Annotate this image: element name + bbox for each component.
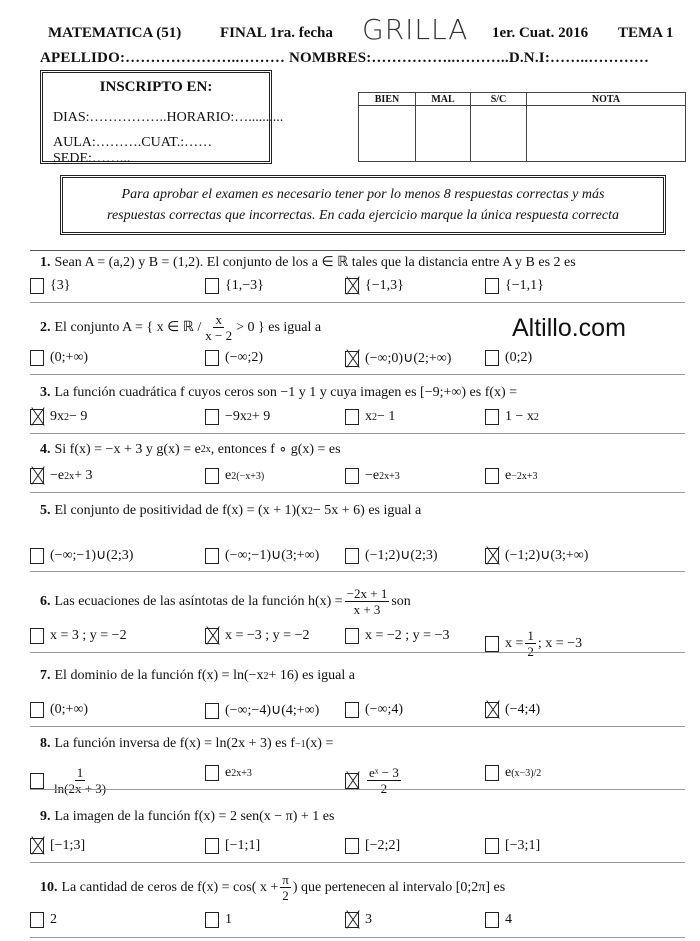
instructions-box: [60, 175, 666, 235]
instruction-line: Para aprobar el examen es necesario tener por lo menos 8 respuestas correctas y más: [121, 187, 605, 202]
answer-option[interactable]: [485, 912, 512, 928]
divider: [30, 571, 685, 572]
watermark: Altillo.com: [512, 314, 626, 342]
math-text: x = 3 ; y = −2: [50, 628, 127, 643]
checkbox[interactable]: [205, 838, 219, 854]
checked-checkbox[interactable]: [485, 548, 499, 564]
answer-option[interactable]: [485, 547, 588, 564]
superscript: 2x+3: [379, 470, 400, 482]
answer-option[interactable]: [485, 838, 540, 854]
checkbox[interactable]: [485, 350, 499, 366]
tema: TEMA 1: [618, 25, 674, 41]
checked-checkbox[interactable]: [345, 912, 359, 928]
question-number: 2.: [40, 319, 51, 335]
checkbox[interactable]: [205, 278, 219, 294]
answer-option[interactable]: [205, 350, 263, 366]
numerator: x: [215, 312, 222, 327]
math-text: + 16) es igual a: [268, 668, 355, 683]
answer-option[interactable]: [30, 912, 57, 928]
math-text: (0;+∞): [50, 350, 89, 365]
superscript: 2x: [64, 470, 75, 482]
superscript: 2: [307, 505, 313, 517]
answer-option[interactable]: [205, 912, 232, 928]
math-text: Sean A = (a,2) y B = (1,2). El conjunto de los a ∈ ℝ tales que la distancia entre A y B es 2 es: [54, 255, 576, 270]
math-text: Si f(x) = −x + 3 y g(x) = e: [54, 441, 201, 457]
superscript: 2x: [200, 444, 211, 455]
checkbox[interactable]: [485, 765, 499, 781]
divider: [30, 433, 685, 434]
math-text: −9x: [225, 409, 247, 424]
checkbox[interactable]: [485, 468, 499, 484]
answer-option[interactable]: [485, 350, 532, 366]
question-number: 4.: [40, 441, 51, 457]
inscripto-title: INSCRIPTO EN:: [99, 79, 213, 95]
math-text: 4: [505, 912, 512, 927]
answer-option[interactable]: [205, 765, 252, 781]
score-cell: [527, 106, 686, 162]
question-stem: [40, 872, 505, 903]
checkbox[interactable]: [485, 278, 499, 294]
score-cell: [359, 106, 416, 162]
score-table: [358, 92, 686, 162]
exam-type: FINAL 1ra. fecha: [220, 25, 333, 41]
divider: [30, 374, 685, 375]
math-text: ; x = −3: [537, 635, 583, 651]
inscripto-box: [40, 70, 284, 166]
checkbox[interactable]: [30, 702, 44, 718]
math-text: (0;+∞): [50, 702, 89, 717]
checked-checkbox[interactable]: [345, 773, 359, 789]
question-number: 1.: [40, 254, 51, 270]
answer-option[interactable]: [485, 628, 582, 659]
answer-option[interactable]: [485, 278, 544, 294]
checkbox[interactable]: [205, 409, 219, 425]
question-stem: [40, 668, 355, 684]
checkbox[interactable]: [205, 548, 219, 564]
numerator: 1: [527, 628, 534, 643]
math-text: e: [225, 468, 232, 483]
math-text: El dominio de la función f(x) = ln(−x: [54, 668, 264, 683]
math-text: x =: [505, 635, 524, 651]
answer-option[interactable]: [345, 628, 449, 644]
denominator: 2: [380, 781, 388, 796]
checked-checkbox[interactable]: [30, 468, 44, 484]
math-text: La cantidad de ceros de f(x) = cos( x +: [61, 879, 279, 895]
term: 1er. Cuat. 2016: [492, 25, 589, 41]
math-text: (−∞;2): [225, 350, 264, 365]
numerator: eˣ − 3: [369, 765, 399, 780]
math-text: [−1;1]: [225, 838, 261, 853]
answer-option[interactable]: [30, 278, 70, 294]
student-fields: APELLIDO:…………………..……… NOMBRES:……………..………..D.N.I:……..…………: [40, 50, 650, 66]
math-text: son: [391, 593, 411, 609]
score-header: NOTA: [527, 93, 686, 106]
question-number: 6.: [40, 593, 51, 609]
math-text: [−1;3]: [50, 838, 86, 853]
answer-option[interactable]: [345, 278, 404, 294]
question-stem: [40, 736, 333, 752]
checkbox[interactable]: [485, 838, 499, 854]
checkbox[interactable]: [345, 468, 359, 484]
math-text: (−∞;−4)∪(4;+∞): [225, 703, 320, 718]
score-header: MAL: [416, 93, 471, 106]
math-text: {−1,1}: [505, 278, 544, 293]
divider: [30, 789, 685, 790]
divider: [30, 302, 685, 303]
numerator: π: [282, 872, 289, 887]
answer-option[interactable]: [30, 468, 93, 484]
math-text: El conjunto de positividad de f(x) = (x + 1)(x: [54, 503, 308, 518]
divider: [30, 492, 685, 493]
checkbox[interactable]: [30, 350, 44, 366]
checkbox[interactable]: [205, 468, 219, 484]
handwritten-grilla: GRILLA: [362, 13, 469, 46]
math-text: La función inversa de f(x) = ln(2x + 3) es f: [54, 736, 295, 751]
checkbox[interactable]: [345, 409, 359, 425]
question-number: 5.: [40, 503, 51, 518]
superscript: 2: [64, 411, 69, 423]
answer-option[interactable]: [345, 838, 400, 854]
checkbox[interactable]: [30, 548, 44, 564]
denominator: x + 3: [353, 602, 381, 617]
question-stem: [40, 441, 341, 458]
checked-checkbox[interactable]: [30, 838, 44, 854]
score-header: S/C: [471, 93, 527, 106]
checkbox[interactable]: [345, 702, 359, 718]
math-text: [−2;2]: [365, 838, 401, 853]
math-text: La función cuadrática f cuyos ceros son −1 y 1 y cuya imagen es [−9;+∞) es f(x) =: [54, 385, 518, 400]
fraction: [345, 586, 390, 617]
instruction-line: respuestas correctas que incorrectas. En cada ejercicio marque la única respuesta correcta: [107, 208, 619, 223]
answer-option[interactable]: [205, 702, 319, 719]
superscript: 2: [372, 411, 377, 423]
divider: [30, 250, 685, 251]
superscript: 2x+3: [231, 767, 252, 779]
question-stem: [40, 254, 576, 271]
math-text: (−1;2)∪(3;+∞): [505, 548, 589, 563]
checkbox[interactable]: [205, 912, 219, 928]
answer-option[interactable]: [345, 765, 403, 796]
numerator: 1: [76, 765, 84, 780]
inscripto-line1: DIAS:……………..HORARIO:…..........: [53, 110, 284, 125]
math-text: −e: [365, 468, 380, 483]
answer-option[interactable]: [205, 838, 260, 854]
superscript: −2x+3: [511, 470, 538, 482]
math-text: 3: [365, 912, 372, 927]
math-text: Las ecuaciones de las asíntotas de la función h(x) =: [54, 593, 343, 609]
answer-option[interactable]: [485, 409, 539, 425]
answer-option[interactable]: [205, 468, 264, 484]
answer-option[interactable]: [485, 765, 541, 781]
fraction: [52, 765, 108, 796]
math-text: {3}: [50, 278, 71, 293]
divider: [30, 652, 685, 653]
checkbox[interactable]: [345, 838, 359, 854]
checkbox[interactable]: [30, 912, 44, 928]
math-text: 9x: [50, 409, 64, 424]
math-text: (−4;4): [505, 702, 541, 717]
superscript: (x−3)/2: [511, 767, 542, 779]
score-cell: [471, 106, 527, 162]
superscript: 2(−x+3): [231, 470, 265, 482]
answer-option[interactable]: [205, 547, 319, 564]
math-text: El conjunto A = { x ∈ ℝ /: [54, 320, 202, 335]
checkbox[interactable]: [485, 636, 499, 652]
math-text: − 1: [377, 409, 396, 424]
checkbox[interactable]: [30, 773, 44, 789]
denominator: 2: [527, 644, 534, 659]
fraction: [525, 628, 536, 659]
math-text: x = −3 ; y = −2: [225, 628, 310, 643]
question-number: 9.: [40, 809, 51, 824]
answer-option[interactable]: [345, 409, 395, 425]
checked-checkbox[interactable]: [345, 351, 359, 367]
question-stem: [40, 385, 517, 401]
math-text: (x) =: [305, 736, 334, 751]
math-text: La imagen de la función f(x) = 2 sen(x − π) + 1 es: [54, 809, 335, 824]
checkbox[interactable]: [345, 548, 359, 564]
checkbox[interactable]: [345, 628, 359, 644]
superscript: 2: [246, 411, 252, 423]
answer-option[interactable]: [205, 628, 309, 644]
fraction: [367, 765, 401, 796]
checkbox[interactable]: [205, 703, 219, 719]
checked-checkbox[interactable]: [345, 278, 359, 294]
math-text: 1 − x: [505, 409, 534, 424]
math-text: e: [505, 765, 512, 780]
score-header: BIEN: [359, 93, 416, 106]
checked-checkbox[interactable]: [205, 628, 219, 644]
denominator: 2: [282, 888, 289, 903]
math-text: , entonces f ∘ g(x) = es: [210, 442, 341, 457]
divider: [30, 726, 685, 727]
answer-option[interactable]: [30, 547, 133, 564]
denominator: x − 2: [205, 328, 233, 343]
answer-option[interactable]: [345, 547, 438, 564]
answer-option[interactable]: [30, 838, 85, 854]
math-text: 1: [225, 912, 232, 927]
math-text: x = −2 ; y = −3: [365, 628, 450, 643]
question-stem: [40, 503, 421, 519]
subject: MATEMATICA (51): [48, 25, 182, 41]
checkbox[interactable]: [485, 409, 499, 425]
question-stem: [40, 312, 321, 343]
math-text: + 3: [74, 468, 93, 483]
divider: [30, 937, 685, 938]
math-text: − 9: [69, 409, 88, 424]
checkbox[interactable]: [485, 912, 499, 928]
math-text: + 9: [251, 409, 271, 424]
math-text: > 0 } es igual a: [236, 319, 322, 335]
answer-option[interactable]: [345, 350, 451, 367]
question-stem: [40, 809, 334, 825]
answer-option[interactable]: [205, 409, 270, 425]
math-text: x: [365, 409, 372, 424]
math-text: e: [225, 765, 232, 780]
answer-option[interactable]: [345, 912, 372, 928]
checked-checkbox[interactable]: [485, 702, 499, 718]
question-stem: [40, 586, 411, 617]
math-text: e: [505, 468, 512, 483]
superscript: 2: [263, 670, 269, 682]
checkbox[interactable]: [205, 350, 219, 366]
answer-option[interactable]: [205, 278, 264, 294]
math-text: {1,−3}: [225, 278, 264, 293]
checkbox[interactable]: [30, 278, 44, 294]
math-text: −e: [50, 468, 65, 483]
fraction: [280, 872, 291, 903]
divider: [30, 862, 685, 863]
inscripto-line2: AULA:……….CUAT.:…… SEDE:……...: [53, 135, 213, 166]
question-number: 10.: [40, 879, 58, 895]
answer-option[interactable]: [30, 765, 110, 796]
score-cell: [416, 106, 471, 162]
answer-option[interactable]: [345, 702, 403, 718]
question-number: 8.: [40, 736, 51, 751]
math-text: (−∞;4): [365, 702, 404, 717]
superscript: 2: [533, 411, 539, 423]
question-number: 7.: [40, 668, 51, 683]
checkbox[interactable]: [30, 628, 44, 644]
math-text: (−1;2)∪(2;3): [365, 548, 438, 563]
answer-option[interactable]: [30, 702, 88, 718]
superscript: −1: [295, 738, 306, 750]
math-text: (0;2): [505, 350, 533, 365]
math-text: (−∞;0)∪(2;+∞): [365, 351, 452, 366]
math-text: [−3;1]: [505, 838, 541, 853]
denominator: ln(2x + 3): [54, 781, 107, 796]
answer-option[interactable]: [485, 468, 538, 484]
math-text: 2: [50, 912, 57, 927]
math-text: (−∞;−1)∪(3;+∞): [225, 548, 320, 563]
checked-checkbox[interactable]: [30, 409, 44, 425]
math-text: ) que pertenecen al intervalo [0;2π] es: [292, 879, 506, 895]
math-text: {−1,3}: [365, 278, 404, 293]
answer-option[interactable]: [345, 468, 400, 484]
answer-option[interactable]: [30, 350, 88, 366]
answer-option[interactable]: [30, 628, 127, 644]
checkbox[interactable]: [205, 765, 219, 781]
answer-option[interactable]: [30, 409, 87, 425]
math-text: (−∞;−1)∪(2;3): [50, 548, 134, 563]
answer-option[interactable]: [485, 702, 540, 718]
math-text: − 5x + 6) es igual a: [312, 503, 422, 518]
question-number: 3.: [40, 385, 51, 400]
fraction: [203, 312, 234, 343]
numerator: −2x + 1: [346, 586, 388, 601]
